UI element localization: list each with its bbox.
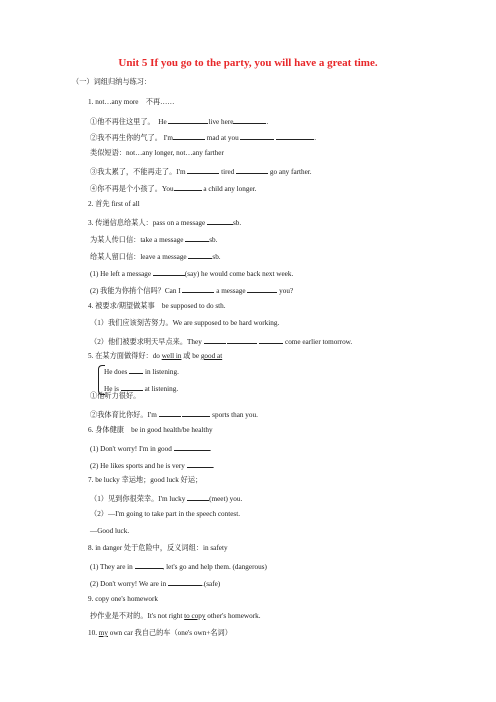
blank [204,336,226,344]
item-6-exercise-1: (1) Don't worry! I'm in good . [90,445,212,453]
blank [135,561,163,569]
blank [233,116,266,124]
page-title: Unit 5 If you go to the party, you will have a great time. [118,57,378,69]
item-1-similar-phrases: 类似短语：not…any longer, not…any farther [90,149,224,157]
blank [121,383,143,391]
item-2-label: 2. 首先 first of all [88,200,140,208]
item-3-label: 3. 传递信息给某人：pass on a message sb. [88,219,242,227]
item-6-exercise-2: (2) He likes sports and he is very . [90,462,215,470]
item-4-example-1: （1）我们应该刻苦努力。We are supposed to be hard working. [90,319,280,327]
blank [207,217,233,225]
item-1-exercise-1: ①他不再住这里了。 He live here . [90,118,269,126]
blank [174,443,210,451]
item-5-exercise-1: ①他听力很好。 [90,392,141,400]
item-7-label: 7. be lucky 幸运地；good luck 好运； [88,476,203,484]
item-5-option-b: He is at listening. [104,385,179,393]
item-7-exercise-1: （1）见到你很荣幸。I'm lucky (meet) you. [90,495,243,503]
blank [227,336,257,344]
blank [153,268,185,276]
blank [259,336,283,344]
item-3-line-2: 给某人留口信：leave a message sb. [90,253,221,261]
item-7-dialog-1: （2）—I'm going to take part in the speech contest. [90,510,241,518]
blank [182,409,210,417]
blank [168,578,202,586]
item-3-line-1: 为某人传口信：take a message sb. [90,236,218,244]
item-1-exercise-2: ②我不再生你的气了。 I'm mad at you . [90,134,317,142]
item-3-exercise-2: (2) 我能为你捎个信吗？Can I a message you? [90,287,294,295]
item-1-label: 1. not…any more 不再…… [88,98,175,106]
item-4-label: 4. 被要求/期望做某事 be supposed to do sth. [88,302,226,310]
blank [187,166,219,174]
item-10-label: 10. my own car 我自己的车（one's own+名词） [88,629,232,637]
blank [188,251,212,259]
blank [174,183,202,191]
item-5-exercise-2: ②我体育比你好。I'm sports than you. [90,411,258,419]
item-1-exercise-3: ③我太累了，不能再走了。I'm tired go any farther. [90,168,312,176]
blank [187,460,213,468]
item-5-label: 5. 在某方面做得好：do well in 或 be good at [88,352,223,360]
blank [182,285,214,293]
blank [129,366,143,374]
item-8-exercise-1: (1) They are in , let's go and help them. (dangerous) [90,563,267,571]
item-1-exercise-4: ④你不再是个小孩了。You a child any longer. [90,185,257,193]
blank [173,132,205,140]
item-8-label: 8. in danger 处于危险中，反义词组：in safety [88,544,228,552]
item-6-label: 6. 身体健康 be in good health/be healthy [88,426,213,434]
item-9-example: 抄作业是不对的。It's not right to copy other's homework. [90,612,261,620]
blank [159,409,181,417]
item-4-exercise-2: （2）他们被要求明天早点来。They come earlier tomorrow. [90,338,353,346]
item-3-exercise-1: (1) He left a message (say) he would come back next week. [90,270,294,278]
item-7-dialog-2: —Good luck. [90,527,130,535]
section-heading: （一）词组归纳与练习： [72,78,152,86]
blank [236,166,268,174]
item-9-label: 9. copy one's homework [88,595,158,603]
blank [240,132,274,140]
blank [187,493,209,501]
blank [247,285,277,293]
blank [276,132,314,140]
item-8-exercise-2: (2) Don't worry! We are in .(safe) [90,580,221,588]
blank [185,234,209,242]
item-5-option-a: He does in listening. [104,368,179,376]
blank [168,116,208,124]
